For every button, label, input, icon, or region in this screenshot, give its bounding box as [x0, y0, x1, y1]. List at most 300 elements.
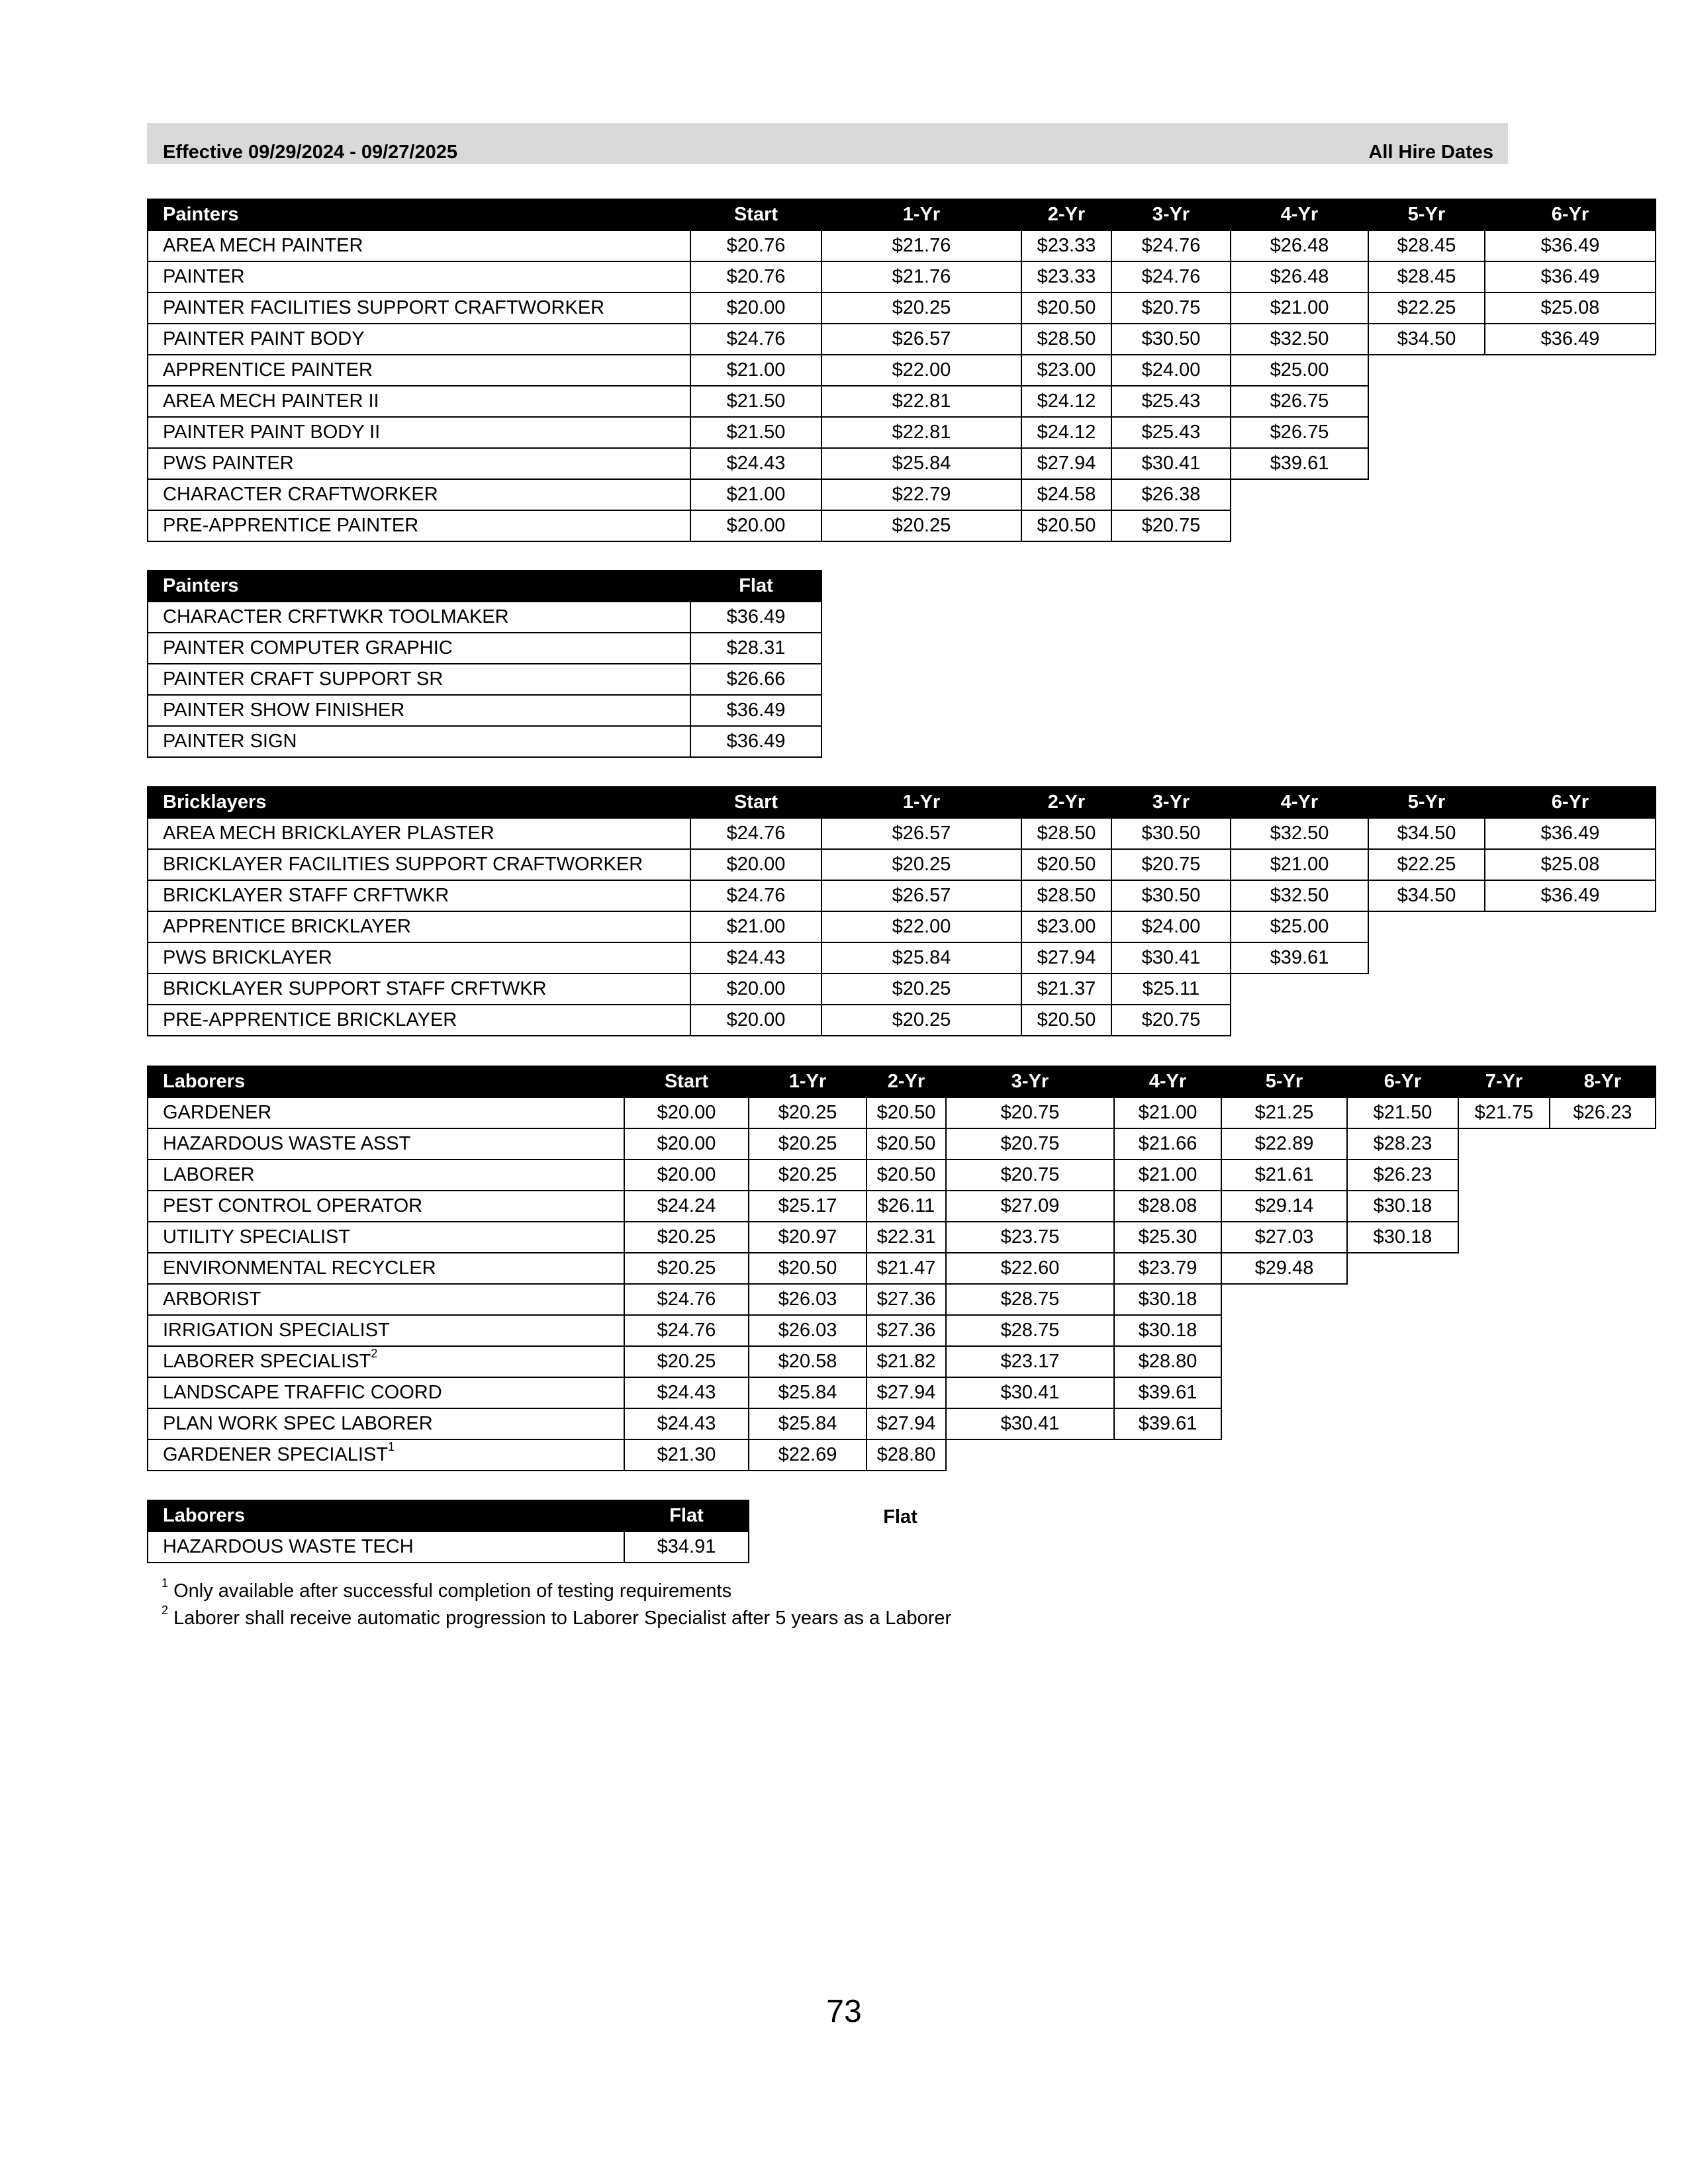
table-row: [148, 1439, 1656, 1471]
wage-cell: $20.00: [624, 1160, 749, 1191]
wage-cell: $28.45: [1368, 230, 1485, 261]
empty-cell: [1550, 1346, 1656, 1377]
wage-cell: $24.12: [1021, 417, 1111, 448]
wage-cell: $20.25: [749, 1160, 867, 1191]
wage-cell: $27.94: [867, 1377, 946, 1408]
wage-cell: $28.80: [1114, 1346, 1221, 1377]
empty-cell: [1458, 1128, 1550, 1160]
empty-cell: [1550, 1128, 1656, 1160]
wage-cell: $28.75: [946, 1284, 1114, 1315]
empty-cell: [1485, 942, 1656, 974]
wage-cell: $21.50: [690, 386, 821, 417]
footnote-mark: 2: [371, 1347, 378, 1361]
wage-cell: $28.50: [1021, 880, 1111, 911]
empty-cell: [1347, 1408, 1458, 1439]
wage-cell: $26.57: [821, 324, 1021, 355]
empty-cell: [1550, 1408, 1656, 1439]
job-title-text: PAINTER SIGN: [163, 731, 297, 752]
wage-cell: $21.25: [1221, 1097, 1347, 1128]
wage-cell: $23.75: [946, 1222, 1114, 1253]
job-title-text: PAINTER: [163, 266, 245, 287]
wage-cell: $21.76: [821, 261, 1021, 293]
wage-cell: $27.09: [946, 1191, 1114, 1222]
empty-cell: [1221, 1315, 1347, 1346]
empty-cell: [1458, 1191, 1550, 1222]
empty-cell: [1368, 942, 1485, 974]
wage-cell: $24.43: [690, 448, 821, 479]
job-title-text: LABORER SPECIALIST: [163, 1351, 371, 1372]
wage-cell: $30.18: [1114, 1315, 1221, 1346]
wage-cell: $30.50: [1111, 880, 1231, 911]
wage-cell: $22.81: [821, 417, 1021, 448]
empty-cell: [1458, 1408, 1550, 1439]
wage-cell: $28.31: [690, 633, 821, 664]
job-title-text: AREA MECH BRICKLAYER PLASTER: [163, 823, 494, 844]
column-header: 2-Yr: [1021, 199, 1111, 230]
column-header: 6-Yr: [1485, 199, 1656, 230]
wage-cell: $20.00: [624, 1128, 749, 1160]
wage-cell: $20.75: [1111, 510, 1231, 541]
table-row: [148, 293, 1656, 324]
wage-cell: $20.76: [690, 230, 821, 261]
footnote-1-text: Only available after successful completion of testing requirements: [173, 1580, 732, 1602]
wage-cell: $26.48: [1231, 230, 1368, 261]
wage-cell: $20.75: [1111, 849, 1231, 880]
wage-cell: $30.18: [1114, 1284, 1221, 1315]
table-row: [148, 510, 1656, 541]
wage-cell: $27.94: [1021, 448, 1111, 479]
wage-cell: $39.61: [1114, 1377, 1221, 1408]
wage-cell: $26.66: [690, 664, 821, 695]
table-row: [148, 695, 821, 726]
empty-cell: [1550, 1222, 1656, 1253]
table-row: [148, 417, 1656, 448]
wage-cell: $30.50: [1111, 324, 1231, 355]
job-title: [148, 1005, 690, 1036]
job-title: [148, 1284, 624, 1315]
column-header: 4-Yr: [1114, 1066, 1221, 1097]
wage-cell: $22.00: [821, 355, 1021, 386]
wage-cell: $23.00: [1021, 911, 1111, 942]
wage-cell: $36.49: [1485, 261, 1656, 293]
wage-cell: $20.00: [690, 849, 821, 880]
wage-cell: $25.43: [1111, 417, 1231, 448]
table-row: [148, 1191, 1656, 1222]
empty-cell: [1458, 1439, 1550, 1471]
empty-cell: [1368, 355, 1485, 386]
job-title: [148, 479, 690, 510]
wage-cell: $34.50: [1368, 880, 1485, 911]
wage-cell: $29.14: [1221, 1191, 1347, 1222]
job-title-text: HAZARDOUS WASTE TECH: [163, 1536, 414, 1557]
wage-cell: $20.25: [821, 510, 1021, 541]
wage-cell: $20.50: [1021, 510, 1111, 541]
wage-cell: $27.36: [867, 1315, 946, 1346]
wage-cell: $32.50: [1231, 880, 1368, 911]
wage-cell: $26.57: [821, 818, 1021, 849]
job-title-text: HAZARDOUS WASTE ASST: [163, 1133, 411, 1154]
wage-cell: $20.25: [624, 1346, 749, 1377]
column-header: 3-Yr: [1111, 787, 1231, 818]
table-row: [148, 1531, 749, 1563]
header-row: [148, 570, 821, 602]
job-title: [148, 1160, 624, 1191]
job-title-text: UTILITY SPECIALIST: [163, 1226, 351, 1248]
table-row: [148, 942, 1656, 974]
wage-cell: $22.81: [821, 386, 1021, 417]
wage-cell: $20.00: [624, 1097, 749, 1128]
job-title-text: ENVIRONMENTAL RECYCLER: [163, 1257, 436, 1279]
header-row: [148, 1500, 749, 1531]
table-row: [148, 1408, 1656, 1439]
wage-cell: $21.66: [1114, 1128, 1221, 1160]
wage-cell: $27.03: [1221, 1222, 1347, 1253]
wage-cell: $20.25: [624, 1253, 749, 1284]
empty-cell: [1368, 448, 1485, 479]
column-header: 1-Yr: [821, 787, 1021, 818]
wage-cell: $24.12: [1021, 386, 1111, 417]
empty-cell: [1550, 1377, 1656, 1408]
job-title: [148, 1408, 624, 1439]
job-title-text: ARBORIST: [163, 1289, 261, 1310]
job-title-text: PLAN WORK SPEC LABORER: [163, 1413, 433, 1434]
wage-cell: $26.75: [1231, 386, 1368, 417]
wage-cell: $22.31: [867, 1222, 946, 1253]
column-header: Start: [690, 787, 821, 818]
wage-cell: $24.76: [1111, 261, 1231, 293]
wage-cell: $36.49: [1485, 880, 1656, 911]
wage-cell: $22.60: [946, 1253, 1114, 1284]
footnote-mark: 1: [388, 1440, 395, 1454]
job-title-text: GARDENER: [163, 1102, 272, 1123]
wage-cell: $22.69: [749, 1439, 867, 1471]
empty-cell: [1368, 1005, 1485, 1036]
header-row: [148, 787, 1656, 818]
column-header: Start: [690, 199, 821, 230]
job-title-text: AREA MECH PAINTER: [163, 235, 363, 256]
painters-step-table: [147, 199, 1656, 542]
wage-cell: $26.48: [1231, 261, 1368, 293]
wage-cell: $20.50: [1021, 849, 1111, 880]
table-row: [148, 726, 821, 757]
job-title: [148, 1097, 624, 1128]
table-title: Laborers: [148, 1066, 624, 1097]
wage-cell: $24.00: [1111, 911, 1231, 942]
table-row: [148, 633, 821, 664]
wage-cell: $20.00: [690, 293, 821, 324]
wage-cell: $27.94: [867, 1408, 946, 1439]
wage-cell: $25.11: [1111, 974, 1231, 1005]
wage-cell: $34.50: [1368, 818, 1485, 849]
empty-cell: [1347, 1315, 1458, 1346]
wage-cell: $28.50: [1021, 324, 1111, 355]
job-title-text: LANDSCAPE TRAFFIC COORD: [163, 1382, 442, 1403]
job-title: [148, 1377, 624, 1408]
hire-dates-label: All Hire Dates: [1368, 142, 1493, 163]
page-number: 73: [826, 1994, 862, 2029]
wage-cell: $24.76: [1111, 230, 1231, 261]
header-row: [148, 199, 1656, 230]
job-title-text: CHARACTER CRFTWKR TOOLMAKER: [163, 606, 509, 627]
empty-cell: [1347, 1253, 1458, 1284]
table-row: [148, 386, 1656, 417]
job-title: [148, 911, 690, 942]
wage-cell: $20.97: [749, 1222, 867, 1253]
empty-cell: [1347, 1346, 1458, 1377]
bricklayers-step-table: [147, 786, 1656, 1036]
column-header: Flat: [690, 570, 821, 602]
column-header: 2-Yr: [867, 1066, 946, 1097]
wage-cell: $20.75: [946, 1160, 1114, 1191]
wage-cell: $24.76: [690, 818, 821, 849]
wage-cell: $21.82: [867, 1346, 946, 1377]
empty-cell: [1221, 1408, 1347, 1439]
column-header: 3-Yr: [946, 1066, 1114, 1097]
wage-cell: $20.25: [821, 1005, 1021, 1036]
wage-cell: $20.50: [867, 1097, 946, 1128]
wage-cell: $23.79: [1114, 1253, 1221, 1284]
wage-cell: $21.00: [1231, 849, 1368, 880]
wage-cell: $26.38: [1111, 479, 1231, 510]
job-title: [148, 510, 690, 541]
job-title-text: PAINTER COMPUTER GRAPHIC: [163, 637, 453, 659]
table-row: [148, 324, 1656, 355]
wage-cell: $30.41: [1111, 942, 1231, 974]
wage-cell: $25.17: [749, 1191, 867, 1222]
job-title-text: PAINTER CRAFT SUPPORT SR: [163, 668, 444, 690]
job-title-text: PWS PAINTER: [163, 453, 294, 474]
empty-cell: [1368, 510, 1485, 541]
empty-cell: [1550, 1160, 1656, 1191]
job-title: [148, 1191, 624, 1222]
wage-cell: $24.43: [624, 1408, 749, 1439]
wage-cell: $26.75: [1231, 417, 1368, 448]
wage-cell: $24.76: [690, 880, 821, 911]
wage-cell: $30.50: [1111, 818, 1231, 849]
wage-cell: $20.25: [821, 293, 1021, 324]
column-header: 3-Yr: [1111, 199, 1231, 230]
job-title: [148, 942, 690, 974]
empty-cell: [1485, 1005, 1656, 1036]
wage-cell: $20.50: [1021, 1005, 1111, 1036]
empty-cell: [1485, 479, 1656, 510]
column-header: Flat: [624, 1500, 749, 1531]
job-title: [148, 1315, 624, 1346]
table-title: Painters: [148, 570, 690, 602]
table-row: [148, 1253, 1656, 1284]
job-title-text: PAINTER PAINT BODY: [163, 328, 365, 349]
empty-cell: [1221, 1439, 1347, 1471]
empty-cell: [1550, 1191, 1656, 1222]
wage-cell: $21.37: [1021, 974, 1111, 1005]
effective-dates: Effective 09/29/2024 - 09/27/2025: [163, 142, 457, 163]
job-title: [148, 695, 690, 726]
empty-cell: [1550, 1315, 1656, 1346]
empty-cell: [1550, 1253, 1656, 1284]
wage-cell: $21.50: [690, 417, 821, 448]
wage-cell: $36.49: [1485, 230, 1656, 261]
wage-cell: $26.23: [1347, 1160, 1458, 1191]
table-row: [148, 230, 1656, 261]
empty-cell: [1231, 479, 1368, 510]
wage-cell: $20.75: [946, 1128, 1114, 1160]
table-row: [148, 602, 821, 633]
job-title-text: BRICKLAYER SUPPORT STAFF CRFTWKR: [163, 978, 547, 999]
wage-cell: $20.58: [749, 1346, 867, 1377]
empty-cell: [1458, 1377, 1550, 1408]
column-header: 4-Yr: [1231, 199, 1368, 230]
job-title-text: APPRENTICE PAINTER: [163, 359, 373, 381]
wage-cell: $36.49: [690, 726, 821, 757]
table-row: [148, 355, 1656, 386]
empty-cell: [1231, 1005, 1368, 1036]
empty-cell: [1458, 1222, 1550, 1253]
wage-cell: $25.00: [1231, 911, 1368, 942]
table-row: [148, 1160, 1656, 1191]
wage-cell: $28.50: [1021, 818, 1111, 849]
job-title-text: PAINTER SHOW FINISHER: [163, 700, 405, 721]
column-header: 4-Yr: [1231, 787, 1368, 818]
table-title: Painters: [148, 199, 690, 230]
laborers-flat-table: [147, 1500, 749, 1563]
wage-cell: $25.08: [1485, 293, 1656, 324]
wage-cell: $28.45: [1368, 261, 1485, 293]
wage-cell: $25.08: [1485, 849, 1656, 880]
job-title-text: LABORER: [163, 1164, 255, 1185]
wage-cell: $23.00: [1021, 355, 1111, 386]
wage-cell: $20.76: [690, 261, 821, 293]
job-title: [148, 417, 690, 448]
footnote-1: [162, 1578, 951, 1605]
column-header: 7-Yr: [1458, 1066, 1550, 1097]
job-title: [148, 602, 690, 633]
wage-cell: $28.23: [1347, 1128, 1458, 1160]
job-title-text: PRE-APPRENTICE PAINTER: [163, 515, 419, 536]
job-title-text: PAINTER PAINT BODY II: [163, 422, 381, 443]
table-row: [148, 1315, 1656, 1346]
table-row: [148, 261, 1656, 293]
wage-cell: $30.18: [1347, 1222, 1458, 1253]
job-title-text: IRRIGATION SPECIALIST: [163, 1320, 390, 1341]
wage-cell: $30.41: [946, 1377, 1114, 1408]
wage-cell: $20.75: [946, 1097, 1114, 1128]
wage-cell: $24.43: [624, 1377, 749, 1408]
wage-cell: $21.75: [1458, 1097, 1550, 1128]
empty-cell: [1485, 355, 1656, 386]
wage-cell: $25.30: [1114, 1222, 1221, 1253]
wage-cell: $22.79: [821, 479, 1021, 510]
wage-cell: $24.76: [624, 1315, 749, 1346]
table-row: [148, 1346, 1656, 1377]
wage-cell: $27.94: [1021, 942, 1111, 974]
wage-cell: $24.58: [1021, 479, 1111, 510]
wage-cell: $39.61: [1231, 448, 1368, 479]
job-title-text: GARDENER SPECIALIST: [163, 1444, 389, 1465]
table-row: [148, 818, 1656, 849]
table-title: Laborers: [148, 1500, 624, 1531]
job-title: [148, 448, 690, 479]
wage-cell: $36.49: [690, 602, 821, 633]
footnote-2-text: Laborer shall receive automatic progression to Laborer Specialist after 5 years as a Laborer: [173, 1608, 952, 1629]
wage-cell: $22.00: [821, 911, 1021, 942]
empty-cell: [1221, 1346, 1347, 1377]
wage-cell: $21.61: [1221, 1160, 1347, 1191]
job-title-text: BRICKLAYER FACILITIES SUPPORT CRAFTWORKER: [163, 854, 643, 875]
column-header: 6-Yr: [1347, 1066, 1458, 1097]
table-row: [148, 974, 1656, 1005]
wage-cell: $21.00: [1114, 1160, 1221, 1191]
job-title: [148, 974, 690, 1005]
empty-cell: [1458, 1284, 1550, 1315]
wage-cell: $20.50: [749, 1253, 867, 1284]
wage-cell: $21.00: [1114, 1097, 1221, 1128]
laborers-flat-side-label: Flat: [883, 1506, 917, 1527]
table-row: [148, 880, 1656, 911]
job-title: [148, 1253, 624, 1284]
column-header: 5-Yr: [1368, 199, 1485, 230]
table-row: [148, 1222, 1656, 1253]
wage-cell: $28.75: [946, 1315, 1114, 1346]
wage-cell: $25.84: [821, 448, 1021, 479]
job-title: [148, 1346, 624, 1377]
wage-cell: $24.24: [624, 1191, 749, 1222]
job-title: [148, 1439, 624, 1471]
table-row: [148, 479, 1656, 510]
wage-cell: $20.25: [821, 849, 1021, 880]
empty-cell: [1485, 448, 1656, 479]
column-header: 1-Yr: [749, 1066, 867, 1097]
empty-cell: [1485, 510, 1656, 541]
job-title: [148, 261, 690, 293]
wage-cell: $20.50: [867, 1128, 946, 1160]
table-row: [148, 1128, 1656, 1160]
wage-cell: $24.00: [1111, 355, 1231, 386]
empty-cell: [1368, 974, 1485, 1005]
wage-cell: $26.23: [1550, 1097, 1656, 1128]
empty-cell: [1550, 1284, 1656, 1315]
footnotes: [162, 1578, 951, 1632]
job-title: [148, 1222, 624, 1253]
wage-cell: $23.17: [946, 1346, 1114, 1377]
wage-cell: $20.75: [1111, 1005, 1231, 1036]
job-title-text: PEST CONTROL OPERATOR: [163, 1195, 423, 1216]
empty-cell: [1221, 1284, 1347, 1315]
wage-cell: $21.00: [690, 355, 821, 386]
job-title-text: PRE-APPRENTICE BRICKLAYER: [163, 1009, 457, 1030]
wage-cell: $27.36: [867, 1284, 946, 1315]
job-title: [148, 324, 690, 355]
empty-cell: [1485, 386, 1656, 417]
job-title: [148, 633, 690, 664]
wage-cell: $39.61: [1114, 1408, 1221, 1439]
wage-cell: $20.50: [867, 1160, 946, 1191]
table-row: [148, 448, 1656, 479]
empty-cell: [1347, 1377, 1458, 1408]
job-title-text: CHARACTER CRAFTWORKER: [163, 484, 438, 505]
wage-cell: $21.00: [690, 479, 821, 510]
job-title: [148, 818, 690, 849]
wage-cell: $30.41: [1111, 448, 1231, 479]
column-header: 6-Yr: [1485, 787, 1656, 818]
column-header: 8-Yr: [1550, 1066, 1656, 1097]
wage-cell: $36.49: [690, 695, 821, 726]
empty-cell: [1485, 417, 1656, 448]
wage-cell: $21.47: [867, 1253, 946, 1284]
column-header: 5-Yr: [1368, 787, 1485, 818]
column-header: 1-Yr: [821, 199, 1021, 230]
footnote-1-mark: 1: [162, 1576, 169, 1590]
wage-cell: $25.43: [1111, 386, 1231, 417]
